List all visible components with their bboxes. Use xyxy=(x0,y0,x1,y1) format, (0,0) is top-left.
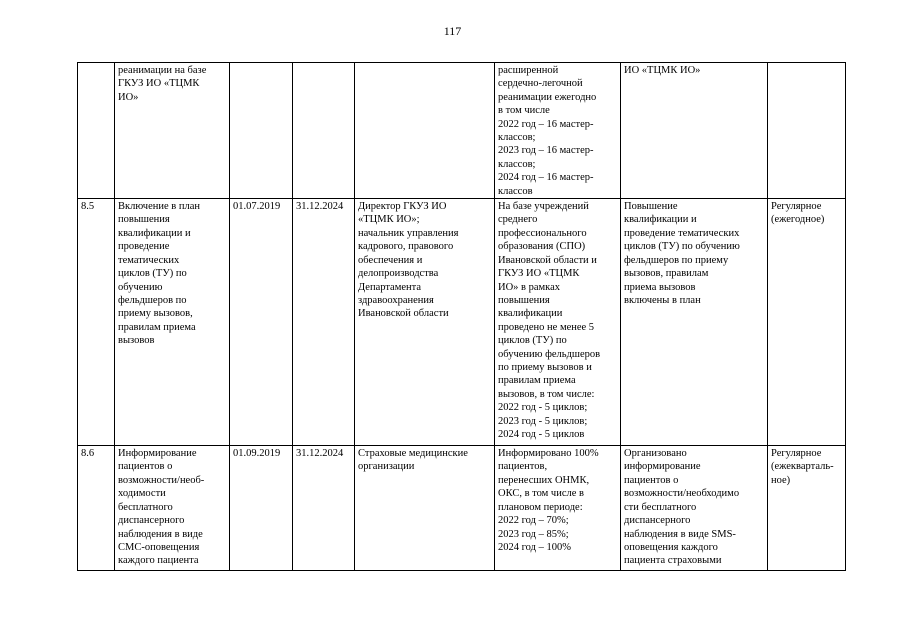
activity-cell: Информирование пациентов о возможности/необ- ходимости бесплатного диспансерного наблюдения в виде СМС-оповещения каждого пациента xyxy=(115,446,230,571)
start-date-cell: 01.09.2019 xyxy=(230,446,293,571)
table-row xyxy=(78,199,846,446)
end-date-cell: 31.12.2024 xyxy=(293,199,355,446)
responsible-cell: Директор ГКУЗ ИО «ТЦМК ИО»; начальник управления кадрового, правового обеспечения и делопроизводства Департамента здравоохранения Ивановской области xyxy=(355,199,495,446)
result-cell: Повышение квалификации и проведение тематических циклов (ТУ) по обучению фельдшеров по приему вызовов, правилам приема вызовов включены в план xyxy=(621,199,768,446)
end-date-cell: 31.12.2024 xyxy=(293,446,355,571)
type-cell xyxy=(768,63,846,199)
row-number-cell: 8.6 xyxy=(78,446,115,571)
table-row xyxy=(78,446,846,571)
start-date-cell xyxy=(230,63,293,199)
activity-cell: реанимации на базе ГКУЗ ИО «ТЦМК ИО» xyxy=(115,63,230,199)
page-number: 117 xyxy=(443,24,462,38)
row-number-cell xyxy=(78,63,115,199)
indicator-cell: На базе учреждений среднего профессионального образования (СПО) Ивановской области и ГКУЗ ИО «ТЦМК ИО» в рамках повышения квалификации проведено не менее 5 циклов (ТУ) по обучению фельдшеров по приему вызовов и правилам приема вызовов, в том числе: 2022 год - 5 циклов; 2023 год - 5 циклов; 2024 год - 5 циклов xyxy=(495,199,621,446)
type-cell: Регулярное (ежекварталь- ное) xyxy=(768,446,846,571)
end-date-cell xyxy=(293,63,355,199)
table-row xyxy=(78,63,846,199)
indicator-cell: Информировано 100% пациентов, перенесших ОНМК, ОКС, в том числе в плановом периоде: 2022 год – 70%; 2023 год – 85%; 2024 год – 100% xyxy=(495,446,621,571)
indicator-cell: расширенной сердечно-легочной реанимации ежегодно в том числе 2022 год – 16 мастер- классов; 2023 год – 16 мастер- классов; 2024 год – 16 мастер- классов xyxy=(495,63,621,199)
plan-table xyxy=(77,62,846,571)
result-cell: ИО «ТЦМК ИО» xyxy=(621,63,768,199)
responsible-cell: Страховые медицинские организации xyxy=(355,446,495,571)
type-cell: Регулярное (ежегодное) xyxy=(768,199,846,446)
start-date-cell: 01.07.2019 xyxy=(230,199,293,446)
activity-cell: Включение в план повышения квалификации и проведение тематических циклов (ТУ) по обучению фельдшеров по приему вызовов, правилам приема вызовов xyxy=(115,199,230,446)
responsible-cell xyxy=(355,63,495,199)
row-number-cell: 8.5 xyxy=(78,199,115,446)
result-cell: Организовано информирование пациентов о возможности/необходимо сти бесплатного диспансерного наблюдения в виде SMS- оповещения каждого пациента страховыми xyxy=(621,446,768,571)
